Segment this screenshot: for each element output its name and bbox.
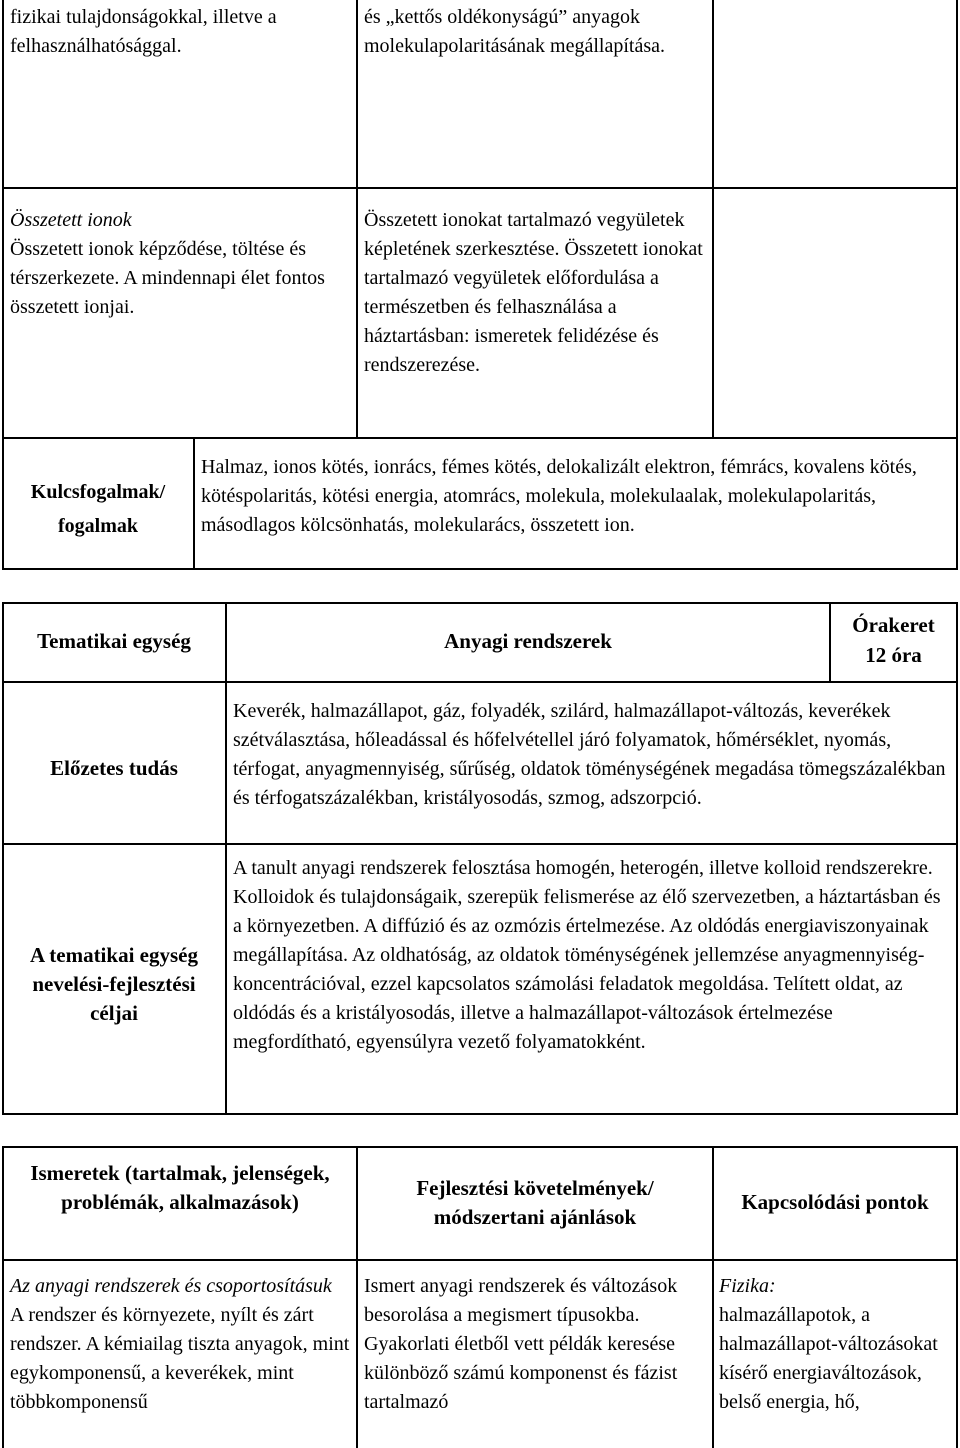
contents-cell: [10, 1272, 352, 1417]
goals-label: A tematikai egység nevelési-fejlesztési céljai: [30, 943, 198, 1025]
prior-knowledge-label: Előzetes tudás: [50, 756, 178, 780]
hours-label: Órakeret: [852, 613, 935, 637]
header-connections: Kapcsolódási pontok: [741, 1190, 929, 1214]
connections-cell: [719, 1272, 951, 1417]
keywords-label: Kulcsfogalmak/ fogalmak: [30, 481, 166, 537]
header-contents: Ismeretek (tartalmak, jelenségek, problémák, alkalmazások): [30, 1161, 330, 1214]
section-text: Összetett ionok képződése, töltése és térszerkezete. A mindennapi élet fontos összetett ionjai.: [10, 238, 325, 318]
connections-text: halmazállapotok, a halmazállapot-változásokat kísérő energiaváltozások, belső energia, hő,: [719, 1304, 938, 1413]
requirements-cell: Ismert anyagi rendszerek és változások besorolása a megismert típusokba. Gyakorlati életből vett példák keresése különböző számú komponenst és fázist tartalmazó: [364, 1275, 678, 1413]
hours-value: 12 óra: [865, 643, 922, 667]
unit-label: Tematikai egység: [37, 629, 191, 653]
keywords-text: Halmaz, ionos kötés, ionrács, fémes kötés, delokalizált elektron, fémrács, kovalens kötés, kötéspolaritás, kötési energia, atomrács, molekula, molekulaalak, molekulapolaritás, másodlagos kölcsönhatás, molekularács, összetett ion.: [201, 456, 917, 536]
section-title: Összetett ionok: [10, 209, 132, 231]
header-requirements: Fejlesztési követelmények/ módszertani ajánlások: [416, 1176, 654, 1229]
contents-text: A rendszer és környezete, nyílt és zárt rendszer. A kémiailag tiszta anyagok, mint egykomponensű, a keverékek, mint többkomponensű: [10, 1304, 350, 1413]
unit-title: Anyagi rendszerek: [444, 629, 612, 653]
connections-title: Fizika:: [719, 1275, 776, 1297]
contents-title: Az anyagi rendszerek és csoportosításuk: [10, 1275, 332, 1297]
table1-row1-col2: és „kettős oldékonyságú” anyagok molekulapolaritásának megállapítása.: [364, 6, 665, 57]
prior-knowledge-text: Keverék, halmazállapot, gáz, folyadék, szilárd, halmazállapot-változás, keverékek szétválasztása, hőleadással és hőfelvétellel járó folyamatok, hőmérséklet, nyomás, térfogat, anyagmennyiség, sűrűség, oldatok töménységének megadása tömegszázalékban és térfogatszázalékban, kristályosodás, szmog, adszorpció.: [233, 700, 946, 809]
table1-row2-col2: Összetett ionokat tartalmazó vegyületek képletének szerkesztése. Összetett ionokat tartalmazó vegyületek előfordulása a természetben és felhasználása a háztartásban: ismeretek felidézése és rendszerezése.: [364, 209, 703, 376]
table1-row2-col1: [10, 206, 352, 322]
goals-text: A tanult anyagi rendszerek felosztása homogén, heterogén, illetve kolloid rendszerekre. Kolloidok és tulajdonságaik, szerepük felismerése az élő szervezetben, a háztartásban és a környezetben. A diffúzió és az ozmózis értelmezése. Az oldódás energiaviszonyainak megállapítása. Az oldhatóság, az oldatok töménységének jellemzése anyagmennyiség-koncentrációval, ezzel kapcsolatos számolási feladatok megoldása. Telített oldat, az oldódás és a kristályosodás, illetve a halmazállapot-változások értelmezése megfordítható, egyensúlyra vezető folyamatokként.: [233, 857, 941, 1053]
table1-row1-col1: fizikai tulajdonságokkal, illetve a felhasználhatósággal.: [10, 6, 277, 57]
